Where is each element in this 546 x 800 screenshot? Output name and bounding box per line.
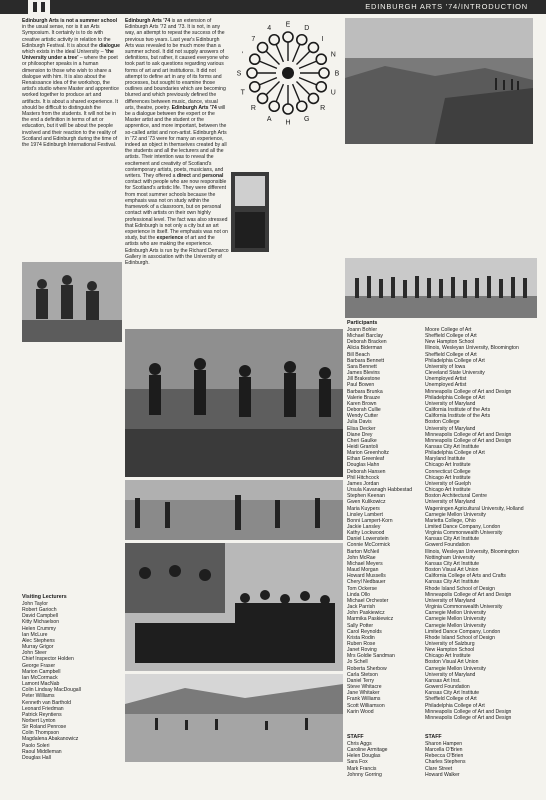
participant-name: Jill Brakestone xyxy=(347,376,381,383)
school-name: Boston Visual Art Union xyxy=(425,659,479,666)
staff-name: Helen Douglas xyxy=(347,753,381,760)
lecturer-name: Magdalena Abakanowicz xyxy=(22,736,79,743)
participant-name: Ethan Greenleaf xyxy=(347,456,385,463)
school-name: Philadelphia College of Art xyxy=(425,357,485,364)
staff-name: Clare Street xyxy=(425,765,453,772)
participant-name: Ruben Rose xyxy=(347,640,376,647)
staff-name: Mark Francis xyxy=(347,765,377,772)
ea-logo xyxy=(28,0,50,14)
participant-name: Daniel Terry xyxy=(347,677,375,684)
school-name: Nottingham University xyxy=(425,554,475,561)
school-name: Sheffield College of Art xyxy=(425,351,477,358)
emblem-center xyxy=(282,67,294,79)
participant-name: Cheri Gaulke xyxy=(347,437,377,444)
landscape-image xyxy=(345,18,533,144)
emblem-letter: H xyxy=(285,119,291,127)
participant-name: Jack Parrish xyxy=(347,604,376,611)
emblem-ray xyxy=(293,84,300,102)
lecturer-name: Marion Campbell xyxy=(22,668,61,675)
lecturer-name: Murray Grigor xyxy=(22,644,54,651)
school-name: Rhode Island School of Design xyxy=(425,634,495,641)
intro-lead: Edinburgh Arts '74 xyxy=(125,18,171,24)
visiting-lecturers-heading: Visiting Lecturers xyxy=(22,594,67,600)
schools xyxy=(425,327,545,721)
lecturer-name: Sir Roland Penrose xyxy=(22,724,67,731)
lecturer-name: Kitty Michaelson xyxy=(22,619,60,626)
intro-bold: direct xyxy=(176,173,191,180)
lecturer-name: John Taylor xyxy=(22,601,48,607)
school-name: Carnegie Mellon University xyxy=(425,511,486,518)
school-name: University of Maryland xyxy=(425,671,476,678)
school-name: Kansas Art Inst. xyxy=(425,677,461,684)
emblem-ray xyxy=(266,81,279,94)
participant-name: Steve Whitacre xyxy=(347,684,382,691)
participant-name: Barbara Brunka xyxy=(347,388,383,395)
participant-name: Jackie Lansley xyxy=(347,524,381,530)
participant-name: John McRae xyxy=(347,554,376,561)
participant-name: Phil Hitchcock xyxy=(347,474,379,481)
school-name: Virginia Commonwealth University xyxy=(425,604,503,611)
participants-list xyxy=(347,327,429,715)
intro-lead: Edinburgh Arts is not a summer school xyxy=(22,18,118,24)
lecturer-name: David Campbell xyxy=(22,613,58,620)
lecturer-name: Colin Lindsay MacDougall xyxy=(22,687,81,694)
school-name: Minneapolis College of Art and Design xyxy=(425,714,512,721)
page-header xyxy=(0,0,546,14)
school-name: Boston Architectural Centre xyxy=(425,493,488,500)
intro-body: of art and the artists who are making the experience. Edinburgh Arts is run by the Richard Demarco Gallery in association with the University of Edinburgh. xyxy=(125,235,229,266)
school-name: Limited Dance Company, London xyxy=(425,524,501,530)
dance-photo xyxy=(125,329,343,477)
emblem-ring xyxy=(316,54,326,64)
emblem-ray xyxy=(276,84,283,102)
participant-name: Kathy Lockwood xyxy=(347,530,385,537)
staff-name: Howard Walker xyxy=(425,771,460,778)
intro-body: is an extension of Edinburgh Arts '72 and '73. It is not, in any way, an attempt to repeat the success of the previous two years. Last year's Edinburgh Arts was revealed to be much more than a summer school. It did not supply answers of definitions, but rather, it caused everyone who took part to ask questions regarding various forms of art and art institutions. It did not attempt to define art in any of its forms and processes, but sought to examine those outlines and boundaries which are becoming blurred and which previously defined the differences between music, dance, visual arts, theatre, poetry. xyxy=(125,18,229,111)
participant-name: Barton McNeil xyxy=(347,548,379,555)
street-photo xyxy=(125,480,343,540)
participant-name: Carla Stetson xyxy=(347,671,378,678)
participant-name: Marmika Paskiewicz xyxy=(347,616,394,623)
street-image xyxy=(125,480,343,540)
school-name: Carnegie Mellon University xyxy=(425,665,486,672)
participant-name: Maud Morgan xyxy=(347,567,379,574)
school-name: Marietta College, Ohio xyxy=(425,517,476,524)
staff-name: Johnny Gorring xyxy=(347,771,382,778)
lecturer-name: Chief Inspector Holden xyxy=(22,656,74,663)
school-name: Philadelphia College of Art xyxy=(425,394,485,401)
emblem-letter: S xyxy=(236,70,242,78)
participant-name: Joann Bohler xyxy=(347,327,378,333)
emblem-ring xyxy=(258,43,268,53)
intro-body: and xyxy=(190,173,203,180)
lecturer-name: Helen Crummy xyxy=(22,625,56,632)
school-name: Minneapolis College of Art and Design xyxy=(425,388,512,395)
school-name: Carnegie Mellon University xyxy=(425,616,486,623)
participant-name: Gwen Kulikowicz xyxy=(347,499,386,506)
emblem-ray xyxy=(276,44,283,62)
participant-name: Karin Wood xyxy=(347,708,374,715)
emblem-letter: R xyxy=(320,105,326,113)
intro-body: – where the poet or philosopher speaks in a human dimension to those who wish to share a dialogue with him. It is also about the Renaissance idea of the workshop, the artist's studio where Master and apprentice worked together to produce art and artifacts. It is about a shared experience. It should be difficult to distinguish the Masters from the students. It will not be in the end a definition in terms of art or education, but it will be about the people involved and their reaction to the reality of Scotland and Edinburgh during the time of the 1974 Edinburgh International Festival. xyxy=(22,55,119,149)
school-name: Chicago Art Institute xyxy=(425,653,471,660)
participant-name: Sally Potter xyxy=(347,622,374,629)
participant-name: Diane Drey xyxy=(347,431,373,438)
staff-left xyxy=(347,734,429,778)
emblem-ring xyxy=(297,101,307,111)
staff-heading-2: STAFF xyxy=(425,734,442,740)
landscape-photo xyxy=(345,18,533,144)
school-name: Unemployed Artist xyxy=(425,382,467,389)
lecturer-name: Norbert Lynton xyxy=(22,717,56,724)
school-name: Sheffield College of Art xyxy=(425,333,477,340)
school-name: Limited Dance Company, London xyxy=(425,628,501,635)
staff-name: Sharon Hampen xyxy=(425,741,463,747)
school-name: University of Maryland xyxy=(425,400,476,407)
lecturer-name: Robert Garioch xyxy=(22,607,57,614)
staff-right xyxy=(425,734,535,778)
intro-text xyxy=(22,18,120,148)
staff-name: Rebecca O'Brien xyxy=(425,753,464,760)
emblem-ring xyxy=(269,35,279,45)
school-name: Kansas City Art Institute xyxy=(425,560,480,567)
participant-name: Scott Williamson xyxy=(347,702,385,709)
participant-name: Krista Rodin xyxy=(347,634,375,641)
intro-bold: 'the University under a tree' xyxy=(22,49,114,62)
field-photo xyxy=(125,674,343,762)
participant-name: Wendy Cutter xyxy=(347,413,379,420)
participant-name: Frank Williams xyxy=(347,696,381,703)
emblem-ray xyxy=(299,61,317,68)
field-image xyxy=(125,674,343,762)
school-name: Gowerd Foundation xyxy=(425,542,470,549)
emblem-letter: N xyxy=(330,51,336,59)
participants xyxy=(347,320,429,715)
emblem-ray xyxy=(296,81,309,94)
intro-body: will be a dialogue between the expert or the Master artist and the student or the apprentice, and more important, between the so-called artist and non-artist. Edinburgh Arts in '72 and '73 were for many an experience, indeed an object in themselves created by all the students and all the lecturers and all the artists. Their intention was to reveal the excitement and creativity of Scotland's contemporary artists, poets, musicians, and writers. They offered a xyxy=(125,104,227,180)
emblem-ray xyxy=(266,51,279,64)
participant-name: Karen Brown xyxy=(347,400,377,407)
school-name: Sheffield College of Art xyxy=(425,696,477,703)
group-photo xyxy=(125,543,343,671)
workshop-photo xyxy=(22,262,122,342)
intro-bold: dialogue xyxy=(99,42,120,49)
participant-name: Deborah Hansen xyxy=(347,468,386,475)
dark-photo xyxy=(231,172,269,252)
participant-name: Sara Bennett xyxy=(347,363,377,370)
staff-heading: STAFF xyxy=(347,734,364,740)
school-name: Kansas City Art Institute xyxy=(425,536,480,543)
emblem-ray xyxy=(296,51,309,64)
participant-name: Linda Ollo xyxy=(347,591,370,598)
participant-name: Daniel Lowenstein xyxy=(347,536,389,543)
lecturer-name: Douglas Hall xyxy=(22,754,51,761)
school-name: Minneapolis College of Art and Design xyxy=(425,708,512,715)
school-name: Unemployed Artist xyxy=(425,376,467,383)
lecturer-name: Ian McLure xyxy=(22,631,48,638)
queue-photo xyxy=(345,258,537,318)
participant-name: Marion Greenholtz xyxy=(347,450,389,457)
queue-image xyxy=(345,258,537,318)
lecturer-name: Leonard Friedman xyxy=(22,705,64,712)
participant-name: Howard Mussells xyxy=(347,573,386,580)
participant-name: Carol Reynolds xyxy=(347,628,382,635)
emblem-letter: A xyxy=(266,115,272,123)
school-name: Illinois, Wesleyan University, Bloomington xyxy=(425,345,519,352)
dance-image xyxy=(125,329,343,477)
participant-name: John Paskiewicz xyxy=(347,610,385,617)
school-name: New Hampton School xyxy=(425,339,475,346)
schools-list xyxy=(425,327,545,721)
school-name: Chicago Art Institute xyxy=(425,474,471,481)
participant-name: Heidi Grantoli xyxy=(347,443,378,450)
participant-name: James Blevins xyxy=(347,370,380,377)
group-image xyxy=(125,543,343,671)
emblem-ray xyxy=(299,78,317,85)
school-name: Moore College of Art xyxy=(425,327,472,333)
lecturer-name: Lamont MacNab xyxy=(22,681,60,688)
emblem-ring xyxy=(283,104,293,114)
visiting-lecturers-list xyxy=(22,601,122,761)
emblem-ring xyxy=(316,82,326,92)
participant-name: Connie McCormick xyxy=(347,542,391,549)
school-name: California Institute of the Arts xyxy=(425,413,491,420)
emblem-ring xyxy=(258,93,268,103)
school-name: University of Maryland xyxy=(425,499,476,506)
school-name: Gowerd Foundation xyxy=(425,684,470,691)
staff-name: Sara Fox xyxy=(347,759,368,766)
participant-name: Jo Schell xyxy=(347,659,368,666)
dark-image xyxy=(231,172,269,252)
school-name: University of Iowa xyxy=(425,363,466,370)
emblem-letter: T xyxy=(240,89,245,97)
lecturer-name: Patrick Reyntiens xyxy=(22,711,62,718)
participant-name: Ursula Kavanagh Habbestad xyxy=(347,487,413,494)
school-name: Boston Visual Art Union xyxy=(425,567,479,574)
emblem-ray xyxy=(259,78,277,85)
school-name: Philadelphia College of Art xyxy=(425,450,485,457)
school-name: New Hampton School xyxy=(425,647,475,654)
school-name: University of Salzburg xyxy=(425,640,475,647)
workshop-image xyxy=(22,262,122,342)
staff-list xyxy=(347,741,429,778)
school-name: Illinois, Wesleyan University, Bloomington xyxy=(425,548,519,555)
lecturer-name: Alec Stephens xyxy=(22,637,55,644)
emblem-graphic xyxy=(233,18,343,128)
participant-name: Linsley Lambert xyxy=(347,511,383,518)
lecturer-name: Colin Thompson xyxy=(22,730,59,737)
lecturer-name: Peter Williams xyxy=(22,693,55,700)
staff-list-2 xyxy=(425,741,535,778)
staff-name: Charles Stephens xyxy=(425,759,466,766)
emblem-ring xyxy=(247,68,257,78)
school-name: Carnegie Mellon University xyxy=(425,610,486,617)
participant-name: Julia Davis xyxy=(347,419,372,426)
participant-name: Bill Beach xyxy=(347,351,370,358)
emblem-letter: ' xyxy=(242,51,244,59)
emblem-ring xyxy=(283,32,293,42)
school-name: Chicago Art Institute xyxy=(425,487,471,494)
participant-name: Valerie Brauze xyxy=(347,394,381,401)
participant-name: Douglas Hahn xyxy=(347,462,380,469)
intro-body: in the usual sense, nor is it an Arts Symposium. It certainly is to do with creative artistic activity in relation to the Edinburgh Festival. It is about the xyxy=(22,24,111,49)
emblem-ring xyxy=(297,35,307,45)
participant-name: Stephen Keenan xyxy=(347,493,385,500)
school-name: University of Maryland xyxy=(425,597,476,604)
participant-name: Janet Roving xyxy=(347,647,377,654)
lecturer-name: Raoul Middleman xyxy=(22,748,62,755)
participant-name: Michael Meyers xyxy=(347,560,383,567)
intro-lead: Edinburgh Arts '74 xyxy=(171,104,217,111)
emblem-ring xyxy=(250,82,260,92)
emblem-ring xyxy=(250,54,260,64)
school-name: Connecticut College xyxy=(425,468,471,475)
school-name: Boston College xyxy=(425,419,460,426)
intro-text-2 xyxy=(125,18,229,266)
participant-name: Mrs Goldie Sandman xyxy=(347,653,395,660)
school-name: Virginia Commonwealth University xyxy=(425,530,503,537)
lecturer-name: John Steer xyxy=(22,650,47,657)
emblem-ray xyxy=(259,61,277,68)
participant-name: Alicia Biderman xyxy=(347,345,383,352)
intro-bold: experience xyxy=(156,235,184,242)
participant-name: Michael Barclay xyxy=(347,333,383,340)
school-name: Wageningen Agricultural University, Holland xyxy=(425,505,524,512)
lecturer-name: Kenneth van Barthold xyxy=(22,699,71,706)
intro-bold: personal xyxy=(202,173,224,180)
participant-name: Deborah Bracken xyxy=(347,339,387,346)
school-name: Kansas City Art Institute xyxy=(425,579,480,586)
emblem-letter: B xyxy=(334,70,340,78)
school-name: Cleveland State University xyxy=(425,370,485,377)
school-name: University of Guelph xyxy=(425,480,471,487)
lecturer-name: George Fraser xyxy=(22,662,56,669)
emblem-ring xyxy=(319,68,329,78)
school-name: Philadelphia College of Art xyxy=(425,702,485,709)
participant-name: Jane Whitaker xyxy=(347,690,380,697)
school-name: Rhode Island School of Design xyxy=(425,585,495,592)
edinburgh-arts-emblem xyxy=(233,18,343,128)
participant-name: James Jordan xyxy=(347,480,379,487)
participant-name: Deborah Cullie xyxy=(347,407,381,414)
staff-name: Marcella O'Brien xyxy=(425,747,463,754)
lecturer-name: Paolo Soleri xyxy=(22,742,50,749)
school-name: Maryland Institute xyxy=(425,456,466,463)
visiting-lecturers xyxy=(22,594,122,761)
school-name: Carnegie Mellon University xyxy=(425,622,486,629)
emblem-ray xyxy=(293,44,300,62)
intro-body: contact with people who are now responsible for Scotland's artistic life. They were different from most summer schools because the emphasis was not on study within the framework of a classroom, but on personal contact with artists on their own highly professional level. The fact was also stressed that Edinburgh is not only a city but an art experience in itself. The emphasis was not on study, but the xyxy=(125,179,228,242)
school-name: Minneapolis College of Art and Design xyxy=(425,591,512,598)
participant-name: Barbara Bennett xyxy=(347,357,385,364)
school-name: Kansas City Art Institute xyxy=(425,690,480,697)
emblem-letter: U xyxy=(330,89,336,97)
staff-name: Caroline Armitage xyxy=(347,747,388,754)
school-name: Chicago Art Institute xyxy=(425,462,471,469)
school-name: California Institute of the Arts xyxy=(425,407,491,414)
staff-name: Chris Aggs xyxy=(347,741,372,747)
emblem-letter: R xyxy=(250,105,256,113)
intro-body: which exists in the ideal University – xyxy=(22,49,105,56)
school-name: Minneapolis College of Art and Design xyxy=(425,431,512,438)
emblem-letter: G xyxy=(304,115,310,123)
emblem-letter: E xyxy=(285,21,291,29)
emblem-ring xyxy=(308,93,318,103)
participant-name: Cheryl Nedbauer xyxy=(347,579,386,586)
participant-name: Tom Ockerse xyxy=(347,585,378,592)
participant-name: Paul Bowen xyxy=(347,382,375,389)
participants-heading: Participants xyxy=(347,320,378,326)
emblem-letter: 7 xyxy=(251,35,256,43)
school-name: Minneapolis College of Art and Design xyxy=(425,437,512,444)
school-name: Kansas City Art Institute xyxy=(425,443,480,450)
school-name: California College of Arts and Crafts xyxy=(425,573,506,580)
school-name: University of Maryland xyxy=(425,425,476,432)
participant-name: Maria Kuypers xyxy=(347,505,380,512)
emblem-letter: I xyxy=(321,35,324,43)
emblem-letter: 4 xyxy=(267,25,272,33)
emblem-ring xyxy=(308,43,318,53)
participant-name: Roberta Sherbow xyxy=(347,665,387,672)
emblem-letter: D xyxy=(304,25,310,33)
participant-name: Michael Orchester xyxy=(347,597,389,604)
page-title: EDINBURGH ARTS '74/INTRODUCTION xyxy=(365,2,528,11)
lecturer-name: Ian McCormack xyxy=(22,674,58,681)
emblem-ring xyxy=(269,101,279,111)
participant-name: Bonni Lampert-Korn xyxy=(347,517,393,524)
participant-name: Elisa Decker xyxy=(347,425,376,432)
